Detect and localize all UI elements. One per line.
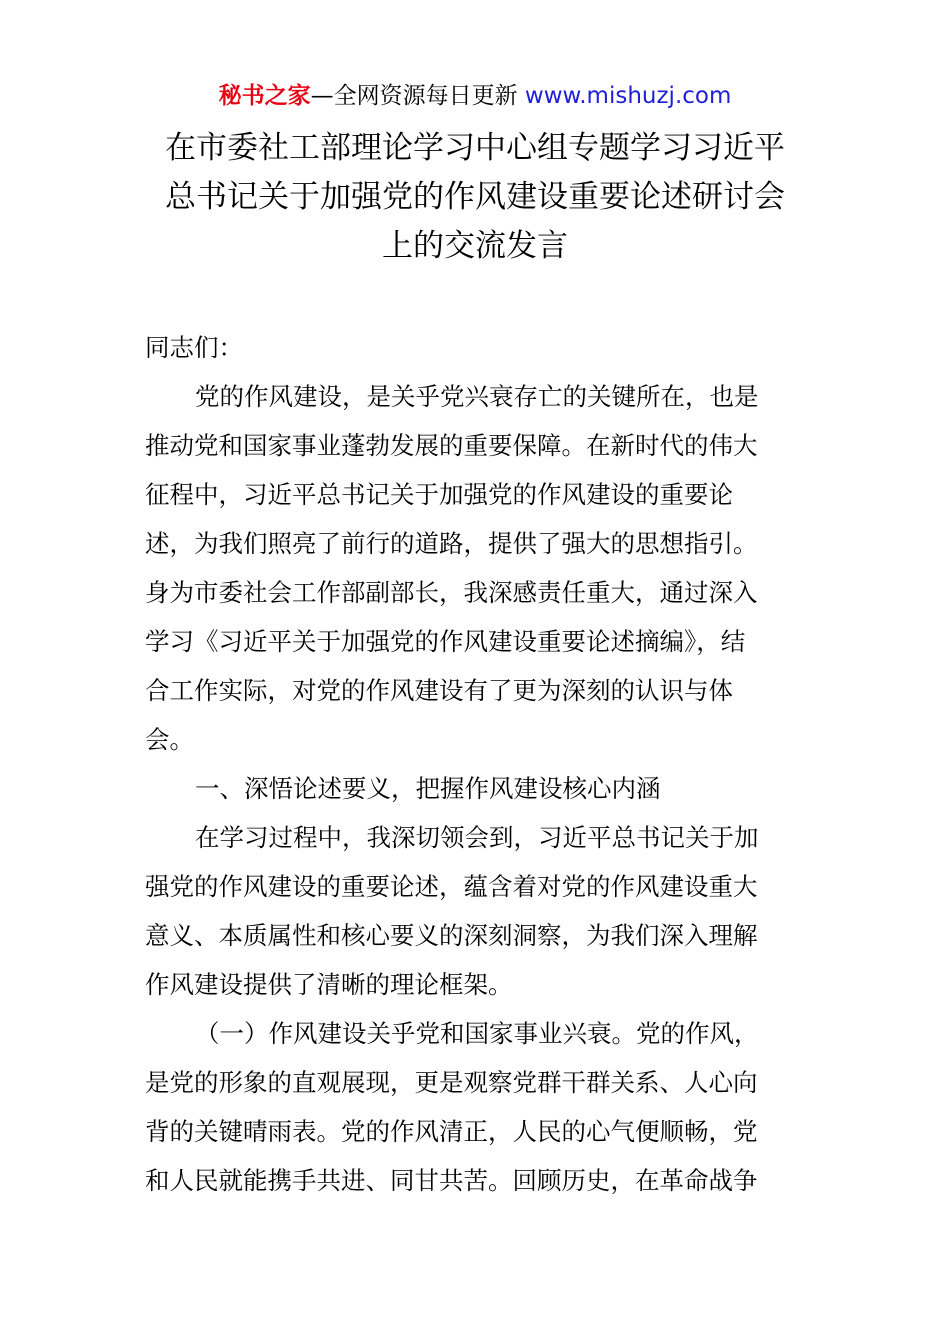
body-line: 在学习过程中，我深切领会到，习近平总书记关于加 [195,823,759,852]
title-line: 在市委社工部理论学习中心组专题学习习近平 [165,130,785,166]
site-header [0,78,950,114]
body-line: 学习《习近平关于加强党的作风建设重要论述摘编》，结 [145,627,746,656]
body-line: 合工作实际，对党的作风建设有了更为深刻的认识与体 [145,676,733,705]
subsection-line: （一）作风建设关乎党和国家事业兴衰。党的作风， [195,1019,759,1048]
title-line: 上的交流发言 [382,228,568,264]
body-line: 背的关键晴雨表。党的作风清正，人民的心气便顺畅，党 [145,1117,758,1146]
body-line: 征程中，习近平总书记关于加强党的作风建设的重要论 [145,480,733,509]
site-brand: 秘书之家 [218,83,311,109]
body-line: 党的作风建设，是关乎党兴衰存亡的关键所在，也是 [195,382,759,411]
site-url-link[interactable]: www.mishuzj.com [524,83,732,109]
document-body [145,323,809,1205]
body-line: 是党的形象的直观展现，更是观察党群干群关系、人心向 [145,1068,758,1097]
body-line: 强党的作风建设的重要论述，蕴含着对党的作风建设重大 [145,872,758,901]
body-line: 述，为我们照亮了前行的道路，提供了强大的思想指引。 [145,529,758,558]
body-line: 会。 [145,725,194,754]
body-line: 推动党和国家事业蓬勃发展的重要保障。在新时代的伟大 [145,431,758,460]
body-line: 身为市委社会工作部副部长，我深感责任重大，通过深入 [145,578,758,607]
body-line: 和人民就能携手共进、同甘共苦。回顾历史，在革命战争 [145,1166,758,1195]
site-tagline: —全网资源每日更新 [310,83,525,109]
document-title [120,124,830,271]
body-line: 作风建设提供了清晰的理论框架。 [145,970,513,999]
section-heading: 一、深悟论述要义，把握作风建设核心内涵 [195,774,661,803]
title-line: 总书记关于加强党的作风建设重要论述研讨会 [165,179,785,215]
body-line: 意义、本质属性和核心要义的深刻洞察，为我们深入理解 [145,921,758,950]
salutation: 同志们： [145,333,243,362]
